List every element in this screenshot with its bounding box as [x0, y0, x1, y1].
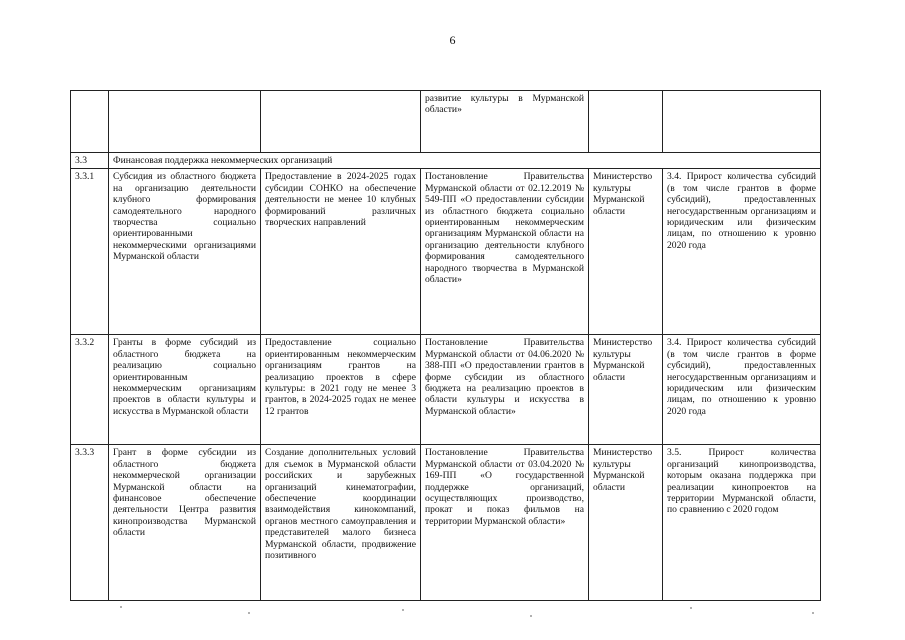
cell-expected-result: Создание дополнительных условий для съемок в Мурманской области российских и зарубежных организаций кинематографии, обеспечение координации взаимодействия кинокомпаний, органов местного самоуправления и представителей малого бизнеса Мурманской области, продвижение позитивного [261, 445, 421, 601]
cell-measure-name: Субсидия из областного бюджета на организацию деятельности клубного формирования самодеятельного народного творчества социально ориентированными некоммерческими организациями Мурманской области [109, 169, 261, 335]
cell-basis-continued: развитие культуры в Мурманской области» [421, 91, 589, 153]
cell-indicator: 3.5. Прирост количества организаций кинопроизводства, которым оказана поддержка при реализации кинопроектов на территории Мурманской области, по сравнению с 2020 годом [663, 445, 821, 601]
cell-executor: Министерство культуры Мурманской области [589, 335, 663, 445]
cell-indicator: 3.4. Прирост количества субсидий (в том числе грантов в форме субсидий), предоставленных негосударственным организациям и юридическим или физическим лицам, по отношению к уровню 2020 года [663, 169, 821, 335]
cell-empty [589, 91, 663, 153]
row-number: 3.3.1 [71, 169, 109, 335]
section-row [71, 153, 821, 169]
cell-empty [663, 91, 821, 153]
table-row-continued [71, 91, 821, 153]
cell-legal-basis: Постановление Правительства Мурманской области от 04.06.2020 № 388-ПП «О предоставлении грантов в форме субсидии из областного бюджета на реализацию проектов в области культуры и искусства в Мурманской области» [421, 335, 589, 445]
section-number: 3.3 [71, 153, 109, 169]
cell-measure-name: Грант в форме субсидии из областного бюджета некоммерческой организации Мурманской области на финансовое обеспечение деятельности Центра развития кинопроизводства Мурманской области [109, 445, 261, 601]
scan-speck [812, 612, 814, 614]
table-row [71, 335, 821, 445]
cell-executor: Министерство культуры Мурманской области [589, 169, 663, 335]
cell-indicator: 3.4. Прирост количества субсидий (в том числе грантов в форме субсидий), предоставленных негосударственным организациям и юридическим или физическим лицам, по отношению к уровню 2020 года [663, 335, 821, 445]
table-row [71, 445, 821, 601]
measures-table [70, 90, 821, 601]
cell-empty [261, 91, 421, 153]
table-row [71, 169, 821, 335]
scan-speck [530, 615, 532, 617]
page-number: 6 [449, 33, 456, 47]
cell-empty [71, 91, 109, 153]
cell-legal-basis: Постановление Правительства Мурманской области от 03.04.2020 № 169-ПП «О государственной поддержке организаций, осуществляющих производство, прокат и показ фильмов на территории Мурманской области» [421, 445, 589, 601]
scan-speck [248, 612, 250, 614]
row-number: 3.3.2 [71, 335, 109, 445]
scan-speck [402, 609, 404, 611]
cell-empty [109, 91, 261, 153]
cell-expected-result: Предоставление социально ориентированным некоммерческим организациям грантов на реализацию проектов в сфере культуры: в 2021 году не менее 3 грантов, в 2024-2025 годах не менее 12 грантов [261, 335, 421, 445]
scan-speck [120, 606, 122, 608]
scan-speck [690, 607, 692, 609]
row-number: 3.3.3 [71, 445, 109, 601]
cell-executor: Министерство культуры Мурманской области [589, 445, 663, 601]
cell-expected-result: Предоставление в 2024-2025 годах субсидии СОНКО на обеспечение деятельности не менее 10 клубных формирований различных творческих направлений [261, 169, 421, 335]
section-title: Финансовая поддержка некоммерческих организаций [109, 153, 821, 169]
cell-legal-basis: Постановление Правительства Мурманской области от 02.12.2019 № 549-ПП «О предоставлении субсидии из областного бюджета социально ориентированным некоммерческим организациям Мурманской области на организацию деятельности клубного формирования самодеятельного народного творчества в Мурманской области» [421, 169, 589, 335]
cell-measure-name: Гранты в форме субсидий из областного бюджета на реализацию социально ориентированным некоммерческим организациям проектов в области культуры и искусства в Мурманской области [109, 335, 261, 445]
